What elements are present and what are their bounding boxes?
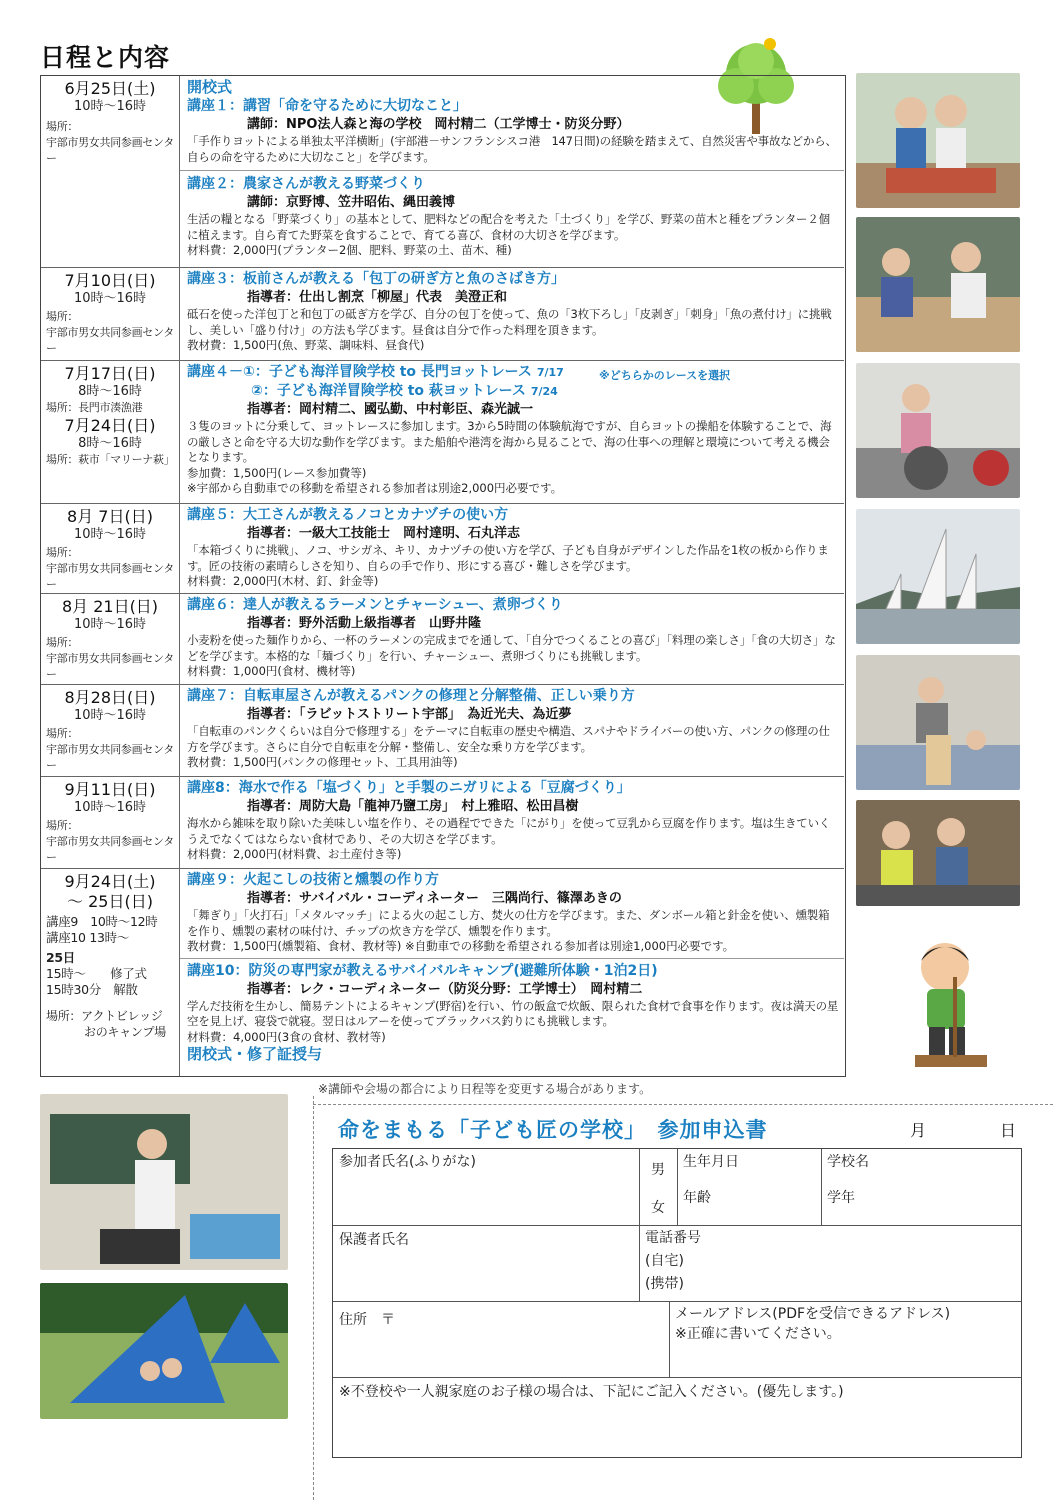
page-title: 日程と内容 [40, 43, 171, 72]
course-title: 講座１：講習「命を守るために大切なこと」 [187, 98, 467, 114]
course-desc: 小麦粉を使った麺作りから、一杯のラーメンの完成までを通して、「自分でつくることの喜び」「料理の楽しさ」「食の大切さ」などを学びます。本格的な「麺づくり」を行い、チャーシュー、煮卵づくりにも挑戦します。 [187, 633, 836, 663]
session-time: 10時～16時 [73, 291, 147, 306]
course-instructor: 講師：京野博、笠井昭佑、縄田義博 [247, 195, 456, 210]
course-title-date: 7/17 [536, 366, 564, 379]
session-date: 8月28日(日) [64, 688, 156, 707]
course-title: 講座５：大工さんが教えるノコとカナヅチの使い方 [187, 507, 509, 523]
gender-female-option[interactable]: 女 [651, 1200, 665, 1216]
course-desc: 砥石を使った洋包丁と和包丁の砥ぎ方を学び、自分の包丁を使って、魚の「3枚下ろし」「皮剥ぎ」「刺身」「魚の煮付け」に挑戦し、美しい「盛り付け」の方法も学びます。昼食は自分で作った料理を頂きます。 [187, 307, 832, 337]
venue-label: 場所： [46, 636, 79, 649]
session-date: 7月17日(日) [64, 364, 156, 383]
opening-ceremony: 開校式 [187, 78, 233, 96]
cut-line-vertical [313, 1096, 314, 1500]
session-date: 8月 7日(日) [67, 507, 153, 526]
course-desc: 「舞ぎり」「火打石」「メタルマッチ」による火の起こし方、焚火の仕方を学びます。また、ダンボール箱と針金を使い、燻製箱を作り、燻製の素材の味付け、チップの炊き方を学び、燻製を作ります。 [187, 908, 830, 938]
session-time-2: 8時～16時 [78, 436, 142, 451]
course-fee: 材料費：1,000円(食材、機材等) [187, 664, 356, 678]
session-date-end: ～ 25日(日) [67, 892, 153, 911]
email-field[interactable]: メールアドレス(PDFを受信できるアドレス) [675, 1306, 951, 1322]
photo-vegetable-planting [856, 73, 1020, 208]
session-row-7 [41, 776, 844, 868]
venue: 宇部市男女共同参画センター [46, 743, 174, 772]
photo-tofu-making [856, 800, 1020, 906]
course-fee: 参加費：1,500円(レース参加費等) [187, 465, 367, 480]
session-row-5 [41, 593, 844, 684]
venue: 宇部市男女共同参画センター [46, 136, 174, 165]
course-instructor: 講師：NPO法人森と海の学校 岡村精二（工学博士・防災分野） [247, 117, 630, 132]
phone-label: 電話番号 [645, 1230, 701, 1246]
course-desc: 生活の糧となる「野菜づくり」の基本として、肥料などの配合を考えた「土づくり」を学び、野菜の苗木と種をプランター２個に植えます。自ら育てた野菜を食することで、育てる喜び、食材の大切さを学びます。 [187, 212, 830, 242]
venue: 宇部市男女共同参画センター [46, 326, 174, 355]
schedule-table [40, 75, 846, 1077]
course-instructor: 指導者：レク・コーディネーター（防災分野：工学博士） 岡村精二 [247, 981, 643, 997]
photo-yachts [856, 509, 1020, 644]
session-row-3 [41, 360, 844, 503]
course-instructor: 指導者：サバイバル・コーディネーター 三隅尚行、篠澤あきの [247, 891, 622, 906]
photo-lecture [40, 1094, 288, 1270]
grade-field[interactable]: 学年 [827, 1190, 855, 1206]
schedule-line: 15時30分 解散 [46, 982, 138, 997]
venue-label: 場所： [46, 819, 79, 832]
course-title: 講座７：自転車屋さんが教えるパンクの修理と分解整備、正しい乗り方 [187, 688, 635, 704]
session-row-6 [41, 684, 844, 776]
course-desc: 「手作りヨットによる単独太平洋横断」(宇部港－サンフランシスコ港 147日間)の経験を踏まえて、自然災害や事故などから、自らの命を守るために大切なこと」を学びます。 [187, 134, 837, 164]
schedule-footnote: ※講師や会場の都合により日程等を変更する場合があります。 [318, 1082, 652, 1096]
session-time: 8時～16時 [78, 384, 142, 399]
application-form [332, 1148, 1022, 1458]
course-desc: ３隻のヨットに分乗して、ヨットレースに参加します。3から5時間の体験航海ですが、自らヨットの操船を体験することで、海の厳しさと命を守る大切な動作を学びます。また船舶や港湾を海から見ることで、海の仕事への理解と環境について考える機会となります。 [187, 419, 832, 464]
course-title: 講座６：達人が教えるラーメンとチャーシュー、煮卵づくり [187, 597, 563, 613]
school-field[interactable]: 学校名 [827, 1154, 869, 1170]
mobile-phone-field[interactable]: (携帯) [645, 1276, 684, 1292]
course-fee-note: ※宇部から自動車での移動を希望される参加者は別途2,000円必要です。 [187, 481, 563, 495]
priority-note-field[interactable]: ※不登校や一人親家庭のお子様の場合は、下記にご記入ください。(優先します。) [339, 1384, 844, 1400]
course-instructor: 指導者：野外活動上級指導者 山野井隆 [247, 616, 482, 631]
form-day: 日 [1000, 1121, 1017, 1140]
session-date: 6月25日(土) [64, 79, 156, 98]
session-row-4 [41, 503, 844, 593]
photo-tent [40, 1283, 288, 1419]
venue-2: 場所：萩市「マリーナ萩」 [46, 453, 175, 466]
age-field[interactable]: 年齢 [683, 1190, 711, 1206]
course-title: 講座３：板前さんが教える「包丁の研ぎ方と魚のさばき方」 [187, 271, 565, 287]
session-row-1 [41, 76, 844, 267]
fire-starting-illustration [905, 937, 997, 1077]
venue: 場所：長門市湊漁港 [46, 401, 143, 414]
venue: 宇部市男女共同参画センター [46, 562, 174, 591]
course-desc: 海水から雑味を取り除いた美味しい塩を作り、その過程でできた「にがり」を使って豆乳から豆腐を作ります。塩は生きていくうえでなくてはならない食材であり、その大切さを学びます。 [187, 816, 831, 846]
home-phone-field[interactable]: (自宅) [645, 1253, 684, 1269]
schedule-line: 講座10 13時～ [46, 930, 130, 945]
guardian-name-field[interactable]: 保護者氏名 [339, 1232, 409, 1248]
schedule-line: 15時～ 修了式 [46, 966, 147, 981]
session-date: 8月 21日(日) [61, 597, 159, 616]
session-row-8 [41, 868, 844, 1076]
course-instructor: 指導者：岡村精二、國弘勤、中村彰臣、森光誠一 [247, 402, 534, 417]
venue-label: 場所： [46, 727, 79, 740]
course-fee: 材料費：4,000円(3食の食材、教材等) [187, 1029, 386, 1044]
session-time: 10時～16時 [73, 99, 147, 114]
session-date: 9月24日(土) [64, 872, 156, 891]
session-date-2: 7月24日(日) [64, 416, 156, 435]
course-instructor: 指導者：「ラビットストリート宇部」 為近光夫、為近夢 [247, 707, 572, 722]
course-fee: 材料費：2,000円(材料費、お土産付き等) [187, 847, 402, 861]
venue-label: 場所： [46, 310, 79, 323]
session-time: 10時～16時 [73, 617, 147, 632]
venue-label: 場所： [46, 120, 79, 133]
course-instructor: 指導者：仕出し割烹「柳屋」代表 美澄正和 [247, 290, 508, 305]
venue-label: 場所：アクトビレッジ [46, 1009, 163, 1023]
form-title: 命をまもる「子ども匠の学校」 参加申込書 [338, 1118, 768, 1142]
participant-name-field[interactable]: 参加者氏名(ふりがな) [339, 1154, 476, 1170]
course-title: 講座10：防災の専門家が教えるサバイバルキャンプ(避難所体験・1泊2日) [187, 962, 658, 979]
course-fee: 教材費：1,500円(魚、野菜、調味料、昼食代) [187, 338, 425, 352]
photo-carpentry [856, 655, 1020, 790]
course-instructor: 指導者：周防大島「龍神乃鹽工房」 村上雅昭、松田昌樹 [247, 799, 579, 814]
course-fee: 教材費：1,500円(パンクの修理セット、工具用油等) [187, 755, 458, 769]
photo-cooking-class [856, 363, 1020, 498]
course-desc: 学んだ技術を生かし、簡易テントによるキャンプ(野宿)を行い、竹の飯盒で炊飯、限られた食材で食事を作ります。夜は満天の星空を見上げ、寝袋で就寝。翌日はルアーを使ってブラックバス釣りにも挑戦します。 [187, 998, 839, 1028]
gender-male-option[interactable]: 男 [651, 1162, 665, 1178]
course-fee: 教材費：1,500円(燻製箱、食材、教材等) ※自動車での移動を希望される参加者は別途1,000円必要です。 [187, 939, 735, 953]
course-fee: 材料費：2,000円(プランター2個、肥料、野菜の土、苗木、種) [187, 243, 512, 257]
venue: 宇部市男女共同参画センター [46, 652, 174, 681]
closing-ceremony: 閉校式・修了証授与 [187, 1045, 323, 1063]
course-desc: 「本箱づくりに挑戦」、ノコ、サシガネ、キリ、カナヅチの使い方を学び、子ども自身がデザインした作品を1枚の板から作ります。匠の技術の素晴らしさを知り、自らの手で作り、形にする喜び・難しさを学びます。 [187, 543, 829, 573]
course-title-2-date: 7/24 [530, 385, 558, 398]
address-field[interactable]: 住所 〒 [339, 1312, 395, 1328]
day-label: 25日 [46, 950, 75, 965]
venue: 宇部市男女共同参画センター [46, 835, 174, 864]
course-title: 講座４－①：子ども海洋冒険学校 to 長門ヨットレース [187, 364, 532, 380]
cut-line-horizontal [313, 1104, 1053, 1105]
course-title-2: ②：子ども海洋冒険学校 to 萩ヨットレース [251, 383, 526, 399]
course-title: 講座９：火起こしの技術と燻製の作り方 [187, 872, 439, 888]
session-time: 10時～16時 [73, 708, 147, 723]
session-time: 10時～16時 [73, 800, 147, 815]
session-row-2 [41, 267, 844, 360]
venue: おのキャンプ場 [84, 1025, 166, 1039]
photo-knife-class [856, 217, 1020, 352]
session-time: 10時～16時 [73, 527, 147, 542]
birthdate-field[interactable]: 生年月日 [683, 1154, 739, 1170]
course-desc: 「自転車のパンクくらいは自分で修理する」をテーマに自転車の歴史や構造、スパナやドライバーの使い方、パンクの修理の仕方を学びます。さらに自分で自転車を分解・整備し、安全な乗り方を学びます。 [187, 724, 830, 754]
session-date: 9月11日(日) [64, 780, 156, 799]
course-title: 講座8：海水で作る「塩づくり」と手製のニガリによる「豆腐づくり」 [187, 780, 631, 796]
venue-label: 場所： [46, 546, 79, 559]
course-instructor: 指導者：一級大工技能士 岡村達明、石丸洋志 [247, 526, 521, 541]
email-note: ※正確に書いてください。 [675, 1326, 841, 1342]
course-fee: 材料費：2,000円(木材、釘、針金等) [187, 574, 379, 588]
session-date: 7月10日(日) [64, 271, 156, 290]
course-title: 講座２：農家さんが教える野菜づくり [187, 176, 425, 192]
race-note: ※どちらかのレースを選択 [599, 369, 731, 382]
schedule-line: 講座9 10時～12時 [46, 914, 158, 929]
form-month: 月 [910, 1121, 927, 1140]
